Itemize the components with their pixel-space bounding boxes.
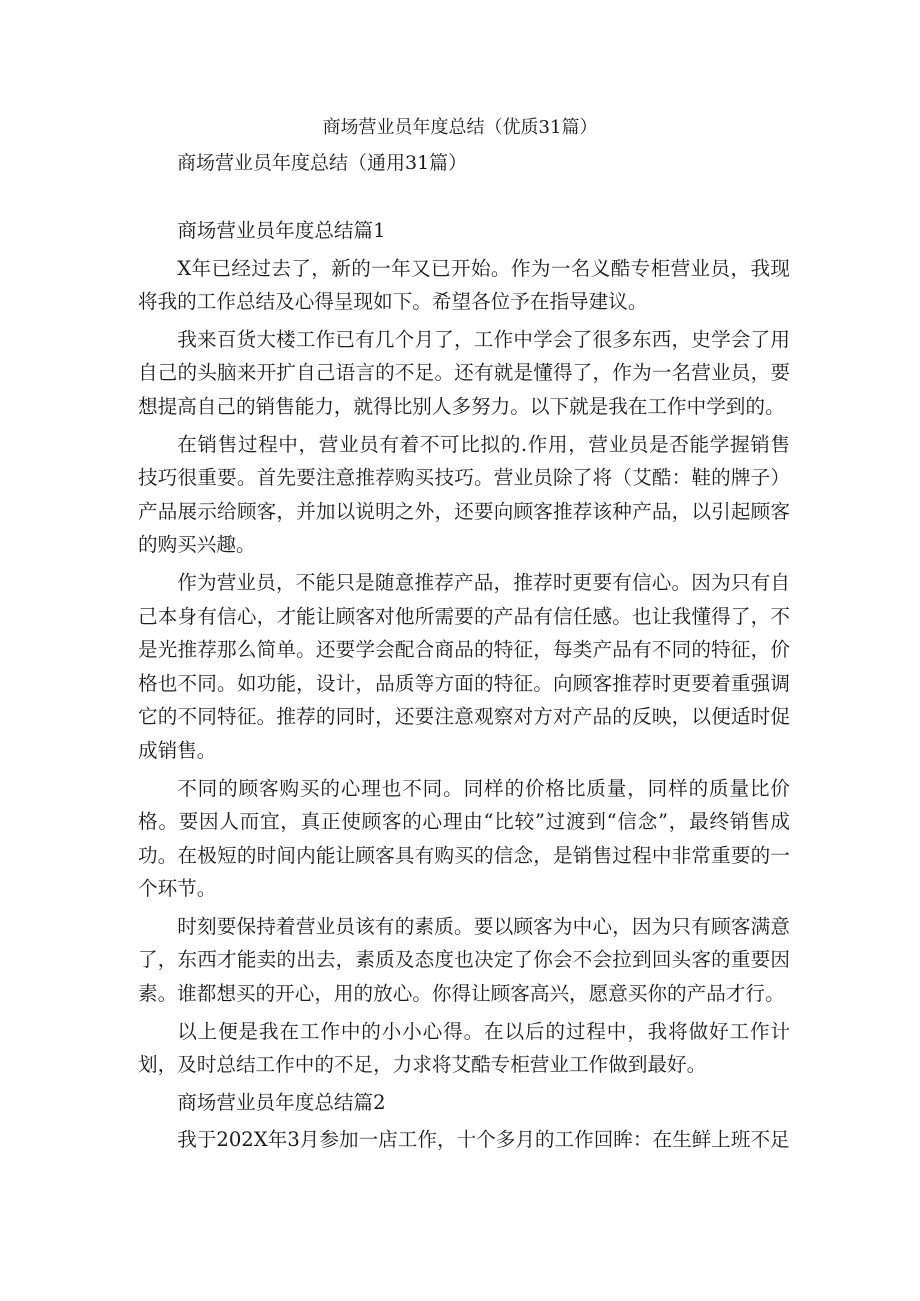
- section-heading: 商场营业员年度总结篇2: [177, 1090, 386, 1114]
- paragraph: 作为营业员，不能只是随意推荐产品，推荐时更要有信心。因为只有自己本身有信心，才能让顾客对他所需要的产品有信任感。也让我懂得了，不是光推荐那么简单。还要学会配合商品的特征，每类产品有不同的特征，价格也不同。如功能，设计，品质等方面的特征。向顾客推荐时更要着重强调它的不同特征。推荐的同时，还要注意观察对方对产品的反映，以便适时促成销售。: [138, 570, 790, 762]
- paragraph: 我来百货大楼工作已有几个月了，工作中学会了很多东西，史学会了用自己的头脑来开扩自己语言的不足。还有就是懂得了，作为一名营业员，要想提高自己的销售能力，就得比别人多努力。以下就是我在工作中学到的。: [138, 327, 790, 418]
- document-title: 商场营业员年度总结（优质31篇）: [322, 117, 598, 138]
- paragraph: 以上便是我在工作中的小小心得。在以后的过程中，我将做好工作计划，及时总结工作中的不足，力求将艾酷专柜营业工作做到最好。: [138, 1019, 790, 1077]
- section-heading: 商场营业员年度总结篇1: [177, 219, 386, 242]
- document-subtitle: 商场营业员年度总结（通用31篇）: [177, 152, 468, 174]
- paragraph: 在销售过程中，营业员有着不可比拟的.作用，营业员是否能学握销售技巧很重要。首先要注意推荐购买技巧。营业员除了将（艾酷：鞋的牌子）产品展示给顾客，并加以说明之外，还要向顾客推荐该种产品，以引起顾客的购买兴趣。: [138, 432, 790, 557]
- paragraph: 时刻要保持着营业员该有的素质。要以顾客为中心，因为只有顾客满意了，东西才能卖的出去，素质及态度也决定了你会不会拉到回头客的重要因素。谁都想买的开心，用的放心。你得让顾客高兴，愿意买你的产品才行。: [138, 914, 790, 1006]
- paragraph: X年已经过去了，新的一年又已开始。作为一名义酷专柜营业员，我现将我的工作总结及心得呈现如下。希望各位予在指导建议。: [138, 256, 790, 314]
- paragraph: 不同的顾客购买的心理也不同。同样的价格比质量，同样的质量比价格。要因人而宜，真正使顾客的心理由“比较”过渡到“信念”，最终销售成功。在极短的时间内能让顾客具有购买的信念，是销售过程中非常重要的一个环节。: [138, 776, 790, 901]
- document-body: [138, 214, 790, 1157]
- paragraph: 我于202X年3月参加一店工作，十个多月的工作回眸：在生鲜上班不足: [177, 1128, 790, 1152]
